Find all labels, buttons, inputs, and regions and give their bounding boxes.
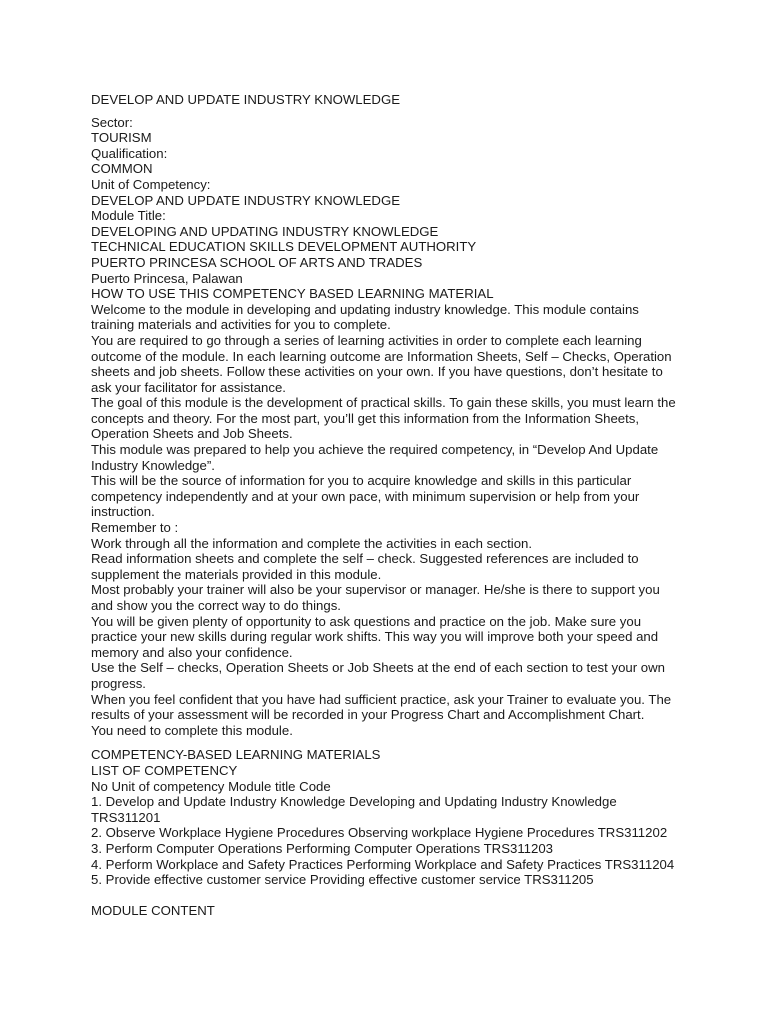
- body-line: memory and also your confidence.: [91, 644, 293, 660]
- body-text: [91, 302, 691, 739]
- body-line: Remember to :: [91, 520, 179, 536]
- body-line: instruction.: [91, 504, 155, 520]
- competency-list-item: 3. Perform Computer Operations Performing Computer Operations TRS311203: [91, 840, 554, 856]
- body-line: You will be given plenty of opportunity to ask questions and practice on the job. Make sure you: [91, 613, 642, 629]
- competency-list-item-code: TRS311201: [91, 809, 161, 825]
- body-line: Industry Knowledge”.: [91, 457, 215, 473]
- body-line: This will be the source of information for you to acquire knowledge and skills in this particular: [91, 473, 632, 489]
- body-line: This module was prepared to help you achieve the required competency, in “Develop And Update: [91, 442, 659, 458]
- body-line: practice your new skills during regular work shifts. This way you will improve both your speed and: [91, 629, 659, 645]
- body-line: training materials and activities for you to complete.: [91, 317, 391, 333]
- body-line: The goal of this module is the development of practical skills. To gain these skills, you must learn the: [91, 395, 676, 411]
- body-line: outcome of the module. In each learning outcome are Information Sheets, Self – Checks, Operation: [91, 348, 672, 364]
- competency-list-item: 5. Provide effective customer service Providing effective customer service TRS311205: [91, 872, 594, 888]
- body-line: Most probably your trainer will also be your supervisor or manager. He/she is there to support you: [91, 582, 660, 598]
- body-line: concepts and theory. For the most part, you’ll get this information from the Information Sheets,: [91, 410, 640, 426]
- body-line: Use the Self – checks, Operation Sheets or Job Sheets at the end of each section to test your own: [91, 660, 665, 676]
- body-line: Read information sheets and complete the self – check. Suggested references are included to: [91, 551, 639, 567]
- module-title-label: Module Title:: [91, 208, 166, 224]
- how-to-use-heading: HOW TO USE THIS COMPETENCY BASED LEARNING MATERIAL: [91, 286, 494, 302]
- school-name: PUERTO PRINCESA SCHOOL OF ARTS AND TRADES: [91, 254, 423, 270]
- body-line: When you feel confident that you have had sufficient practice, ask your Trainer to evaluate you. The: [91, 691, 672, 707]
- body-line: You need to complete this module.: [91, 722, 293, 738]
- competency-list-item: 2. Observe Workplace Hygiene Procedures Observing workplace Hygiene Procedures TRS311202: [91, 825, 668, 841]
- body-line: Operation Sheets and Job Sheets.: [91, 426, 293, 442]
- authority-name: TECHNICAL EDUCATION SKILLS DEVELOPMENT AUTHORITY: [91, 239, 477, 255]
- body-line: ask your facilitator for assistance.: [91, 379, 286, 395]
- document-content: [91, 92, 691, 918]
- body-line: Work through all the information and complete the activities in each section.: [91, 535, 533, 551]
- document-title: DEVELOP AND UPDATE INDUSTRY KNOWLEDGE: [91, 92, 401, 107]
- body-line: competency independently and at your own pace, with minimum supervision or help from your: [91, 488, 640, 504]
- competency-heading: COMPETENCY-BASED LEARNING MATERIALS: [91, 747, 381, 763]
- qualification-label: Qualification:: [91, 145, 168, 161]
- body-line: supplement the materials provided in this module.: [91, 566, 382, 582]
- competency-subheading: LIST OF COMPETENCY: [91, 762, 238, 778]
- school-location: Puerto Princesa, Palawan: [91, 270, 243, 286]
- body-line: results of your assessment will be recorded in your Progress Chart and Accomplishment Chart.: [91, 707, 645, 723]
- body-line: Welcome to the module in developing and updating industry knowledge. This module contains: [91, 301, 639, 317]
- unit-of-competency-value: DEVELOP AND UPDATE INDUSTRY KNOWLEDGE: [91, 192, 401, 208]
- competency-list-item: 1. Develop and Update Industry Knowledge Developing and Updating Industry Knowledge: [91, 794, 617, 810]
- body-line: sheets and job sheets. Follow these activities on your own. If you have questions, don’t hesitate to: [91, 364, 663, 380]
- document-fields: [91, 115, 691, 302]
- competency-list: [91, 747, 691, 887]
- module-title-value: DEVELOPING AND UPDATING INDUSTRY KNOWLEDGE: [91, 223, 439, 239]
- body-line: progress.: [91, 675, 146, 691]
- body-line: You are required to go through a series of learning activities in order to complete each learning: [91, 332, 642, 348]
- sector-value: TOURISM: [91, 130, 152, 146]
- unit-of-competency-label: Unit of Competency:: [91, 176, 211, 192]
- body-line: and show you the correct way to do things.: [91, 598, 341, 613]
- qualification-value: COMMON: [91, 161, 153, 177]
- module-content-heading: MODULE CONTENT: [91, 902, 215, 918]
- competency-table-header: No Unit of competency Module title Code: [91, 778, 331, 794]
- sector-label: Sector:: [91, 114, 133, 130]
- competency-list-item: 4. Perform Workplace and Safety Practices Performing Workplace and Safety Practices TRS311204: [91, 856, 675, 872]
